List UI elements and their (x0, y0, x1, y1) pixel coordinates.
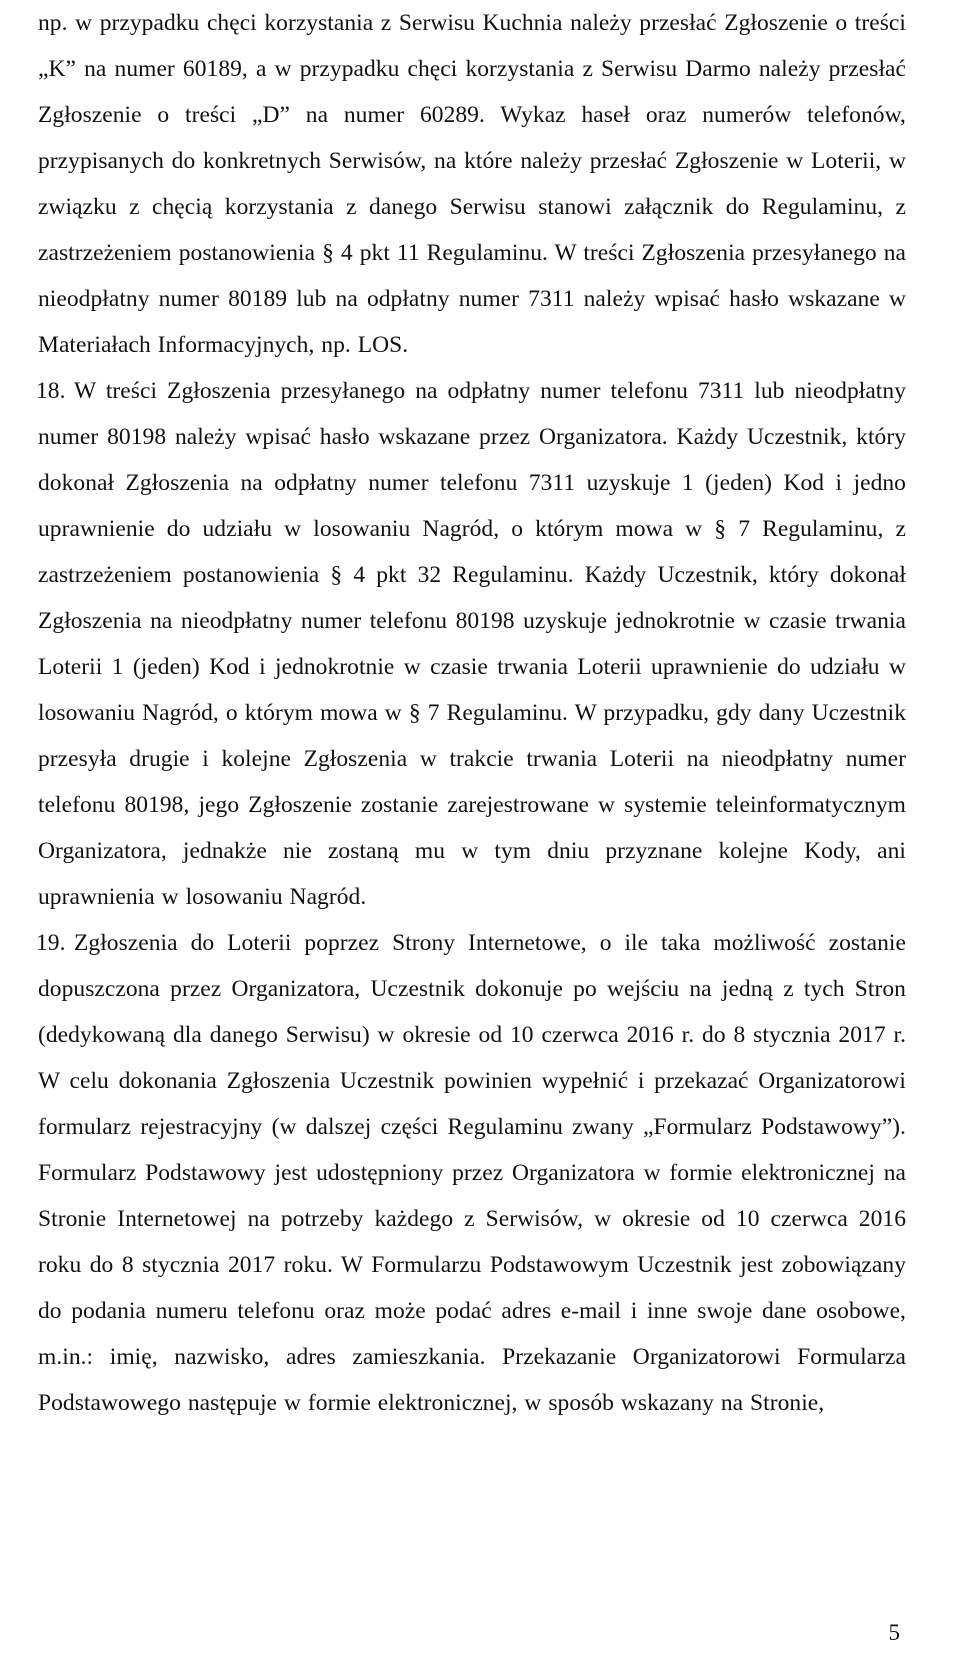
list-item-18: 18. W treści Zgłoszenia przesyłanego na odpłatny numer telefonu 7311 lub nieodpłatny numer 80198 należy wpisać hasło wskazane przez Organizatora. Każdy Uczestnik, który dokonał Zgłoszenia na odpłatny numer telefonu 7311 uzyskuje 1 (jeden) Kod i jedno uprawnienie do udziału w losowaniu Nagród, o którym mowa w § 7 Regulaminu, z zastrzeżeniem postanowienia § 4 pkt 32 Regulaminu. Każdy Uczestnik, który dokonał Zgłoszenia na nieodpłatny numer telefonu 80198 uzyskuje jednokrotnie w czasie trwania Loterii 1 (jeden) Kod i jednokrotnie w czasie trwania Loterii uprawnienie do udziału w losowaniu Nagród, o którym mowa w § 7 Regulaminu. W przypadku, gdy dany Uczestnik przesyła drugie i kolejne Zgłoszenia w trakcie trwania Loterii na nieodpłatny numer telefonu 80198, jego Zgłoszenie zostanie zarejestrowane w systemie teleinformatycznym Organizatora, jednakże nie zostaną mu w tym dniu przyznane kolejne Kody, ani uprawnienia w losowaniu Nagród. (38, 368, 906, 920)
page-number: 5 (888, 1620, 900, 1645)
continuation-paragraph: np. w przypadku chęci korzystania z Serwisu Kuchnia należy przesłać Zgłoszenie o treści „K” na numer 60189, a w przypadku chęci korzystania z Serwisu Darmo należy przesłać Zgłoszenie o treści „D” na numer 60289. Wykaz haseł oraz numerów telefonów, przypisanych do konkretnych Serwisów, na które należy przesłać Zgłoszenie w Loterii, w związku z chęcią korzystania z danego Serwisu stanowi załącznik do Regulaminu, z zastrzeżeniem postanowienia § 4 pkt 11 Regulaminu. W treści Zgłoszenia przesyłanego na nieodpłatny numer 80189 lub na odpłatny numer 7311 należy wpisać hasło wskazane w Materiałach Informacyjnych, np. LOS. (38, 10, 906, 358)
document-body (38, 0, 906, 1426)
list-item-text: W treści Zgłoszenia przesyłanego na odpłatny numer telefonu 7311 lub nieodpłatny numer 80198 należy wpisać hasło wskazane przez Organizatora. Każdy Uczestnik, który dokonał Zgłoszenia na odpłatny numer telefonu 7311 uzyskuje 1 (jeden) Kod i jedno uprawnienie do udziału w losowaniu Nagród, o którym mowa w § 7 Regulaminu, z zastrzeżeniem postanowienia § 4 pkt 32 Regulaminu. Każdy Uczestnik, który dokonał Zgłoszenia na nieodpłatny numer telefonu 80198 uzyskuje jednokrotnie w czasie trwania Loterii 1 (jeden) Kod i jednokrotnie w czasie trwania Loterii uprawnienie do udziału w losowaniu Nagród, o którym mowa w § 7 Regulaminu. W przypadku, gdy dany Uczestnik przesyła drugie i kolejne Zgłoszenia w trakcie trwania Loterii na nieodpłatny numer telefonu 80198, jego Zgłoszenie zostanie zarejestrowane w systemie teleinformatycznym Organizatora, jednakże nie zostaną mu w tym dniu przyznane kolejne Kody, ani uprawnienia w losowaniu Nagród. (38, 378, 906, 910)
list-item-text: Zgłoszenia do Loterii poprzez Strony Internetowe, o ile taka możliwość zostanie dopuszczona przez Organizatora, Uczestnik dokonuje po wejściu na jedną z tych Stron (dedykowaną dla danego Serwisu) w okresie od 10 czerwca 2016 r. do 8 stycznia 2017 r. W celu dokonania Zgłoszenia Uczestnik powinien wypełnić i przekazać Organizatorowi formularz rejestracyjny (w dalszej części Regulaminu zwany „Formularz Podstawowy”). Formularz Podstawowy jest udostępniony przez Organizatora w formie elektronicznej na Stronie Internetowej na potrzeby każdego z Serwisów, w okresie od 10 czerwca 2016 roku do 8 stycznia 2017 roku. W Formularzu Podstawowym Uczestnik jest zobowiązany do podania numeru telefonu oraz może podać adres e-mail i inne swoje dane osobowe, m.in.: imię, nazwisko, adres zamieszkania. Przekazanie Organizatorowi Formularza Podstawowego następuje w formie elektronicznej, w sposób wskazany na Stronie, (38, 930, 906, 1416)
list-item-19: 19. Zgłoszenia do Loterii poprzez Strony Internetowe, o ile taka możliwość zostanie dopuszczona przez Organizatora, Uczestnik dokonuje po wejściu na jedną z tych Stron (dedykowaną dla danego Serwisu) w okresie od 10 czerwca 2016 r. do 8 stycznia 2017 r. W celu dokonania Zgłoszenia Uczestnik powinien wypełnić i przekazać Organizatorowi formularz rejestracyjny (w dalszej części Regulaminu zwany „Formularz Podstawowy”). Formularz Podstawowy jest udostępniony przez Organizatora w formie elektronicznej na Stronie Internetowej na potrzeby każdego z Serwisów, w okresie od 10 czerwca 2016 roku do 8 stycznia 2017 roku. W Formularzu Podstawowym Uczestnik jest zobowiązany do podania numeru telefonu oraz może podać adres e-mail i inne swoje dane osobowe, m.in.: imię, nazwisko, adres zamieszkania. Przekazanie Organizatorowi Formularza Podstawowego następuje w formie elektronicznej, w sposób wskazany na Stronie, (38, 920, 906, 1426)
